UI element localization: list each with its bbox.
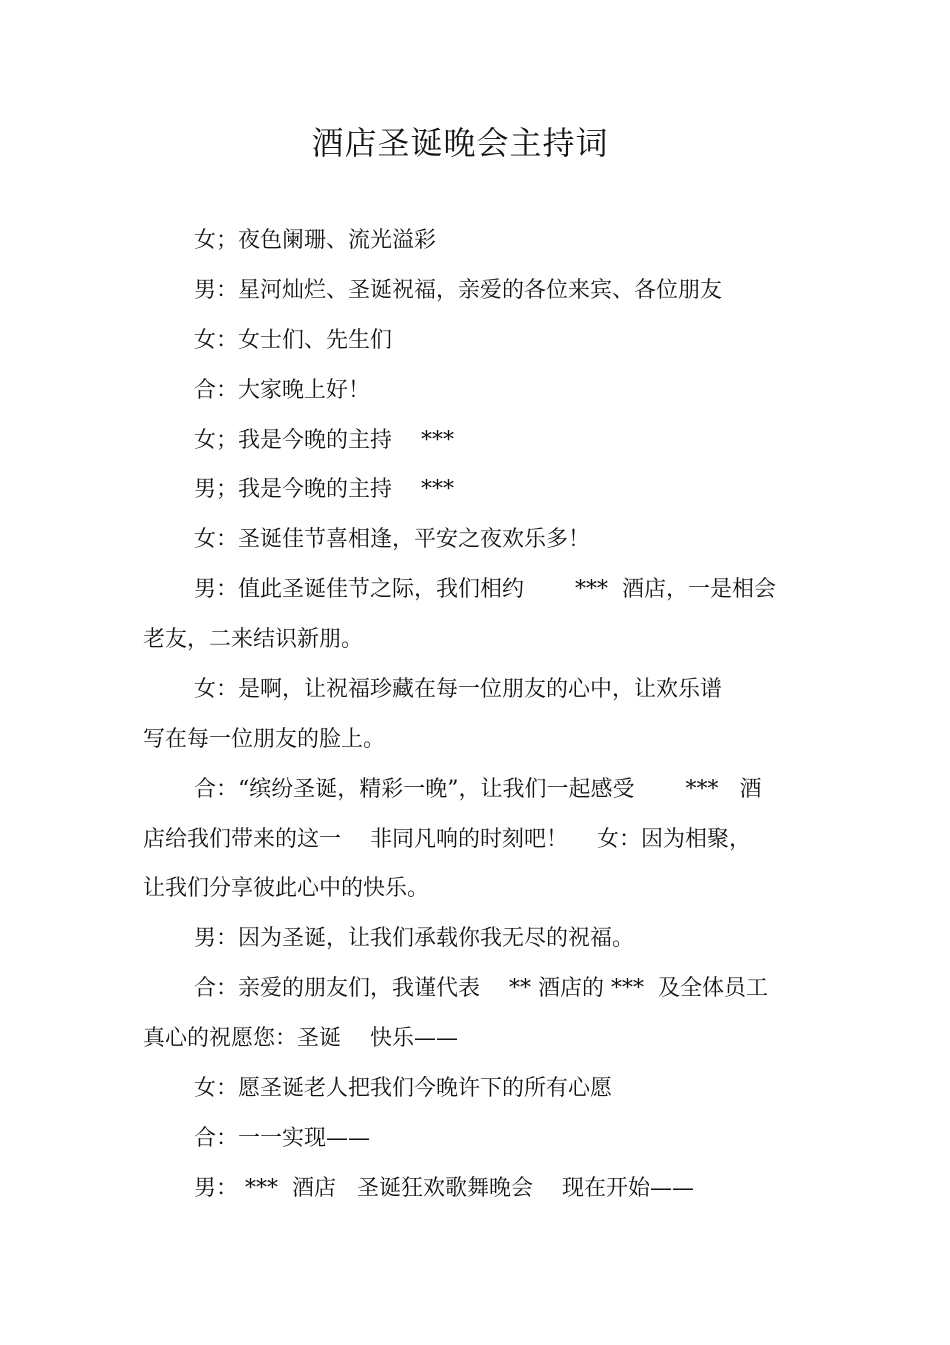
script-line: 男：值此圣诞佳节之际，我们相约 *** 酒店，一是相会 — [194, 577, 776, 602]
script-line: 女；夜色阑珊、流光溢彩 — [194, 228, 437, 253]
script-line: 女：是啊，让祝福珍藏在每一位朋友的心中，让欢乐谱 — [194, 677, 723, 702]
script-line: 合：一一实现—— — [194, 1126, 371, 1151]
script-line: 真心的祝愿您：圣诞 快乐—— — [143, 1026, 458, 1051]
script-line: 老友，二来结识新朋。 — [143, 627, 364, 652]
script-line: 女：女士们、先生们 — [194, 328, 393, 353]
script-line: 让我们分享彼此心中的快乐。 — [143, 876, 430, 901]
script-line: 男：星河灿烂、圣诞祝福，亲爱的各位来宾、各位朋友 — [194, 278, 723, 303]
script-line: 女；我是今晚的主持 *** — [194, 428, 454, 453]
document-title: 酒店圣诞晚会主持词 — [311, 124, 609, 162]
script-line: 男；我是今晚的主持 *** — [194, 477, 454, 502]
script-line: 合：大家晚上好！ — [194, 378, 371, 403]
script-line: 男： *** 酒店 圣诞狂欢歌舞晚会 现在开始—— — [194, 1176, 694, 1201]
script-line: 男：因为圣诞，让我们承载你我无尽的祝福。 — [194, 926, 635, 951]
script-line: 女：圣诞佳节喜相逢，平安之夜欢乐多！ — [194, 527, 591, 552]
script-line: 合：“缤纷圣诞，精彩一晚”，让我们一起感受 *** 酒 — [194, 777, 762, 802]
script-line: 合：亲爱的朋友们，我谨代表 ** 酒店的 *** 及全体员工 — [194, 976, 768, 1001]
script-line: 店给我们带来的这一 非同凡响的时刻吧！ 女：因为相聚， — [143, 827, 751, 852]
script-line: 写在每一位朋友的脸上。 — [143, 727, 386, 752]
script-line: 女：愿圣诞老人把我们今晚许下的所有心愿 — [194, 1076, 613, 1101]
